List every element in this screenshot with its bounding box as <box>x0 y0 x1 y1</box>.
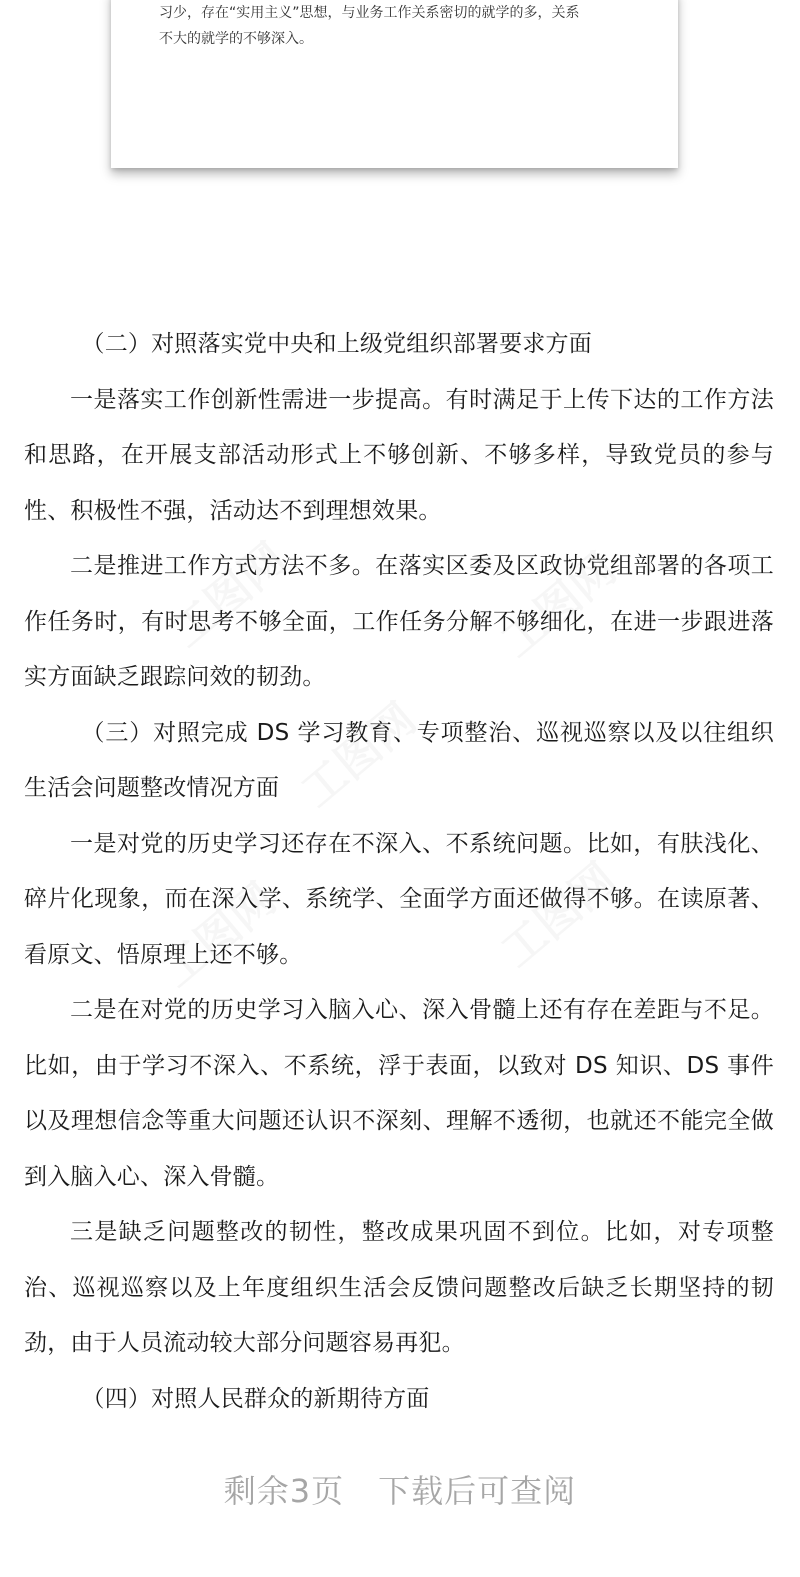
download-hint-label: 下载后可查阅 <box>378 1472 577 1510</box>
preview-line: 习少，存在“实用主义”思想，与业务工作关系密切的就学的多，关系 <box>159 5 580 21</box>
body-paragraph: 三是缺乏问题整改的韧性，整改成果巩固不到位。比如，对专项整治、巡视巡察以及上年度组织生活会反馈问题整改后缺乏长期坚持的韧劲，由于人员流动较大部分问题容易再犯。 <box>24 1219 774 1356</box>
preview-page-card <box>111 0 678 168</box>
preview-text <box>159 0 639 52</box>
preview-line: 不大的就学的不够深入。 <box>159 31 313 47</box>
body-paragraph: 一是落实工作创新性需进一步提高。有时满足于上传下达的工作方法和思路，在开展支部活动形式上不够创新、不够多样，导致党员的参与性、积极性不强，活动达不到理想效果。 <box>24 386 774 524</box>
download-prompt[interactable] <box>0 1466 800 1512</box>
section-heading: （三）对照完成 DS 学习教育、专项整治、巡视巡察以及以往组织生活会问题整改情况方面 <box>24 719 774 801</box>
section-heading: （二）对照落实党中央和上级党组织部署要求方面 <box>81 331 592 357</box>
body-paragraph: 二是推进工作方式方法不多。在落实区委及区政协党组部署的各项工作任务时，有时思考不够全面，工作任务分解不够细化，在进一步跟进落实方面缺乏跟踪问效的韧劲。 <box>24 553 774 690</box>
body-paragraph: 一是对党的历史学习还存在不深入、不系统问题。比如，有肤浅化、碎片化现象，而在深入学、系统学、全面学方面还做得不够。在读原著、看原文、悟原理上还不够。 <box>24 830 774 968</box>
remaining-pages-label: 剩余3页 <box>223 1472 345 1510</box>
section-heading: （四）对照人民群众的新期待方面 <box>81 1385 430 1412</box>
body-paragraph: 二是在对党的历史学习入脑入心、深入骨髓上还有存在差距与不足。比如，由于学习不深入、不系统，浮于表面，以致对 DS 知识、DS 事件以及理想信念等重大问题还认识不深刻、理解不透彻，也就还不能完全做到入脑入心、深入骨髓。 <box>24 997 774 1190</box>
document-body <box>24 317 774 1427</box>
